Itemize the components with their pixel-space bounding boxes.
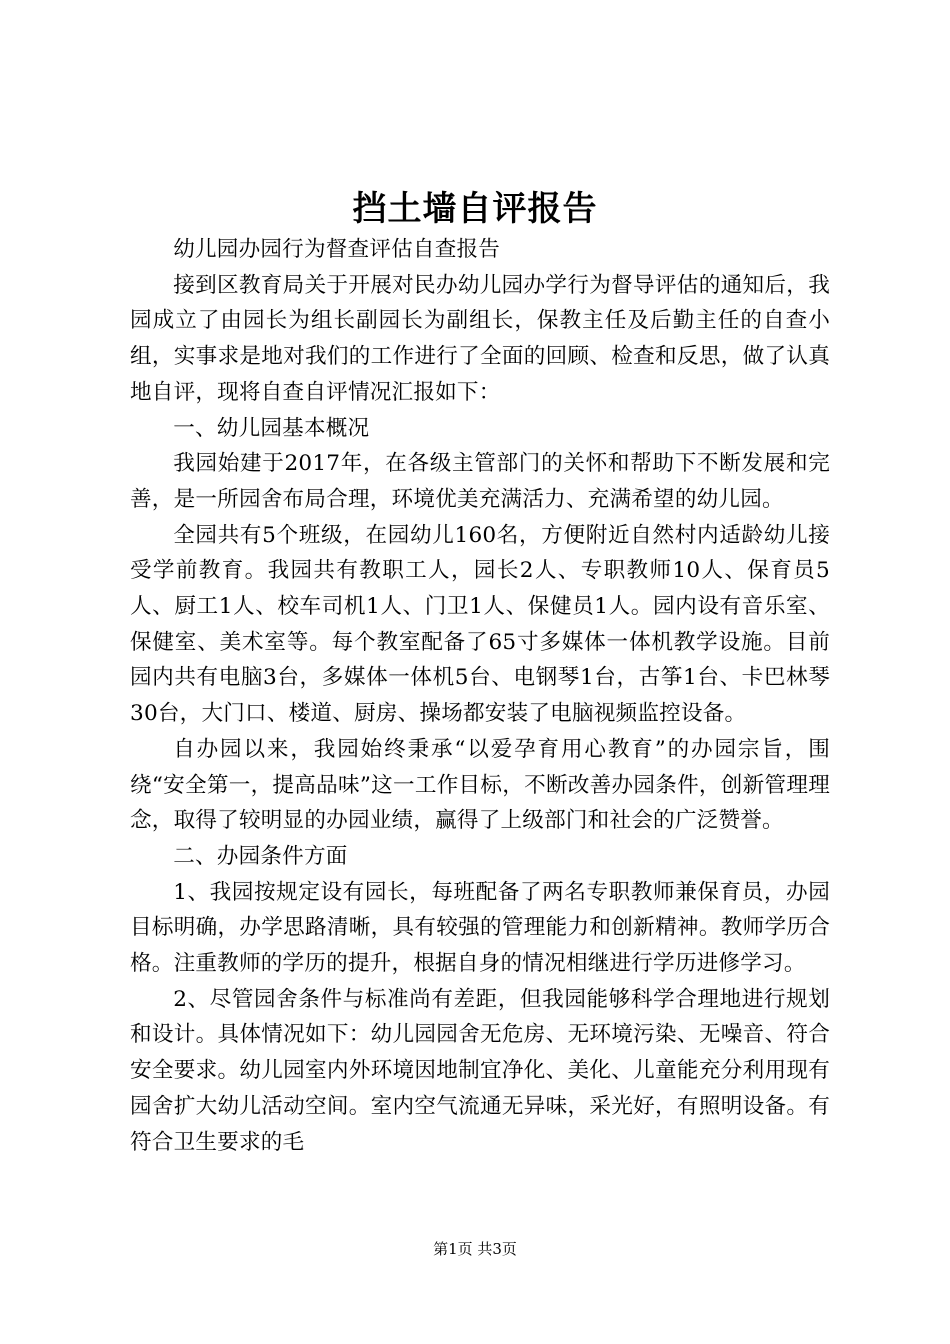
section-heading-2: 二、办园条件方面 [173,843,348,869]
paragraph-mission: 自办园以来，我园始终秉承“以爱孕育用心教育”的办园宗旨，围绕“安全第一，提高品味”这一工作目标，不断改善办园条件，创新管理理念，取得了较明显的办园业绩，赢得了上级部门和社会的广泛赞誉。 [130,736,830,834]
paragraph-item-1: 1、我园按规定设有园长，每班配备了两名专职教师兼保育员，办园目标明确，办学思路清晰，具有较强的管理能力和创新精神。教师学历合格。注重教师的学历的提升，根据自身的情况相继进行学历进修学习。 [130,879,830,977]
page-number: 第1页 共3页 [433,1240,517,1258]
section-heading-1: 一、幼儿园基本概况 [173,415,370,441]
paragraph-history: 我园始建于2017年，在各级主管部门的关怀和帮助下不断发展和完善，是一所园舍布局合理，环境优美充满活力、充满希望的幼儿园。 [130,451,830,512]
paragraph-staff: 全园共有5个班级，在园幼儿160名，方便附近自然村内适龄幼儿接受学前教育。我园共有教职工人，园长2人、专职教师10人、保育员5人、厨工1人、校车司机1人、门卫1人、保健员1人。园内设有音乐室、保健室、美术室等。每个教室配备了65寸多媒体一体机教学设施。目前园内共有电脑3台，多媒体一体机5台、电钢琴1台，古筝1台、卡巴林琴30台，大门口、楼道、厨房、操场都安装了电脑视频监控设备。 [130,522,830,727]
paragraph-item-2: 2、尽管园舍条件与标准尚有差距，但我园能够科学合理地进行规划和设计。具体情况如下：幼儿园园舍无危房、无环境污染、无噪音、符合安全要求。幼儿园室内外环境因地制宜净化、美化、儿童能充分利用现有园舍扩大幼儿活动空间。室内空气流通无异味，采光好，有照明设备。有符合卫生要求的毛 [130,986,830,1155]
document-body [130,232,830,1160]
paragraph-subtitle: 幼儿园办园行为督查评估自查报告 [173,237,501,262]
document-title: 挡土墙自评报告 [352,189,598,229]
paragraph-intro: 接到区教育局关于开展对民办幼儿园办学行为督导评估的通知后，我园成立了由园长为组长副园长为副组长，保教主任及后勤主任的自查小组，实事求是地对我们的工作进行了全面的回顾、检查和反思，做了认真地自评，现将自查自评情况汇报如下： [130,272,830,405]
